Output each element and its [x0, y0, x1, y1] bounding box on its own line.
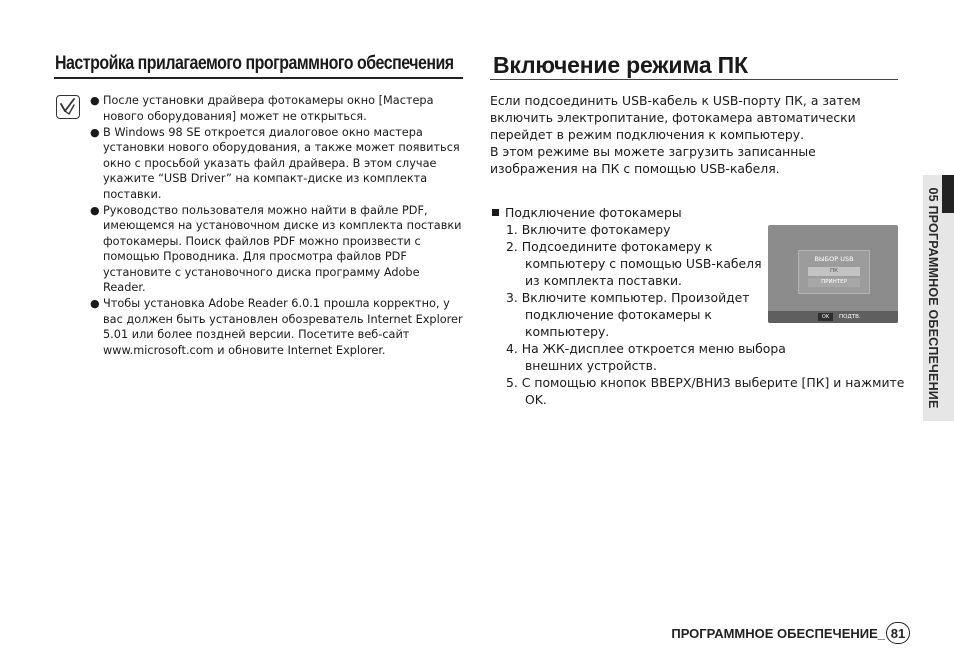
intro-paragraph: В этом режиме вы можете загрузить записанные изображения на ПК с помощью USB-кабеля. [490, 144, 816, 176]
usb-menu-title: ВЫБОР USB [814, 255, 854, 263]
footer-section-label: ПРОГРАММНОЕ ОБЕСПЕЧЕНИЕ_ [671, 625, 885, 641]
bullet-dot: ● [90, 94, 100, 107]
usb-option-pc: ПК [808, 267, 860, 276]
note-block [54, 93, 463, 358]
ok-key-icon: OK [818, 313, 833, 321]
step-item: 2. Подсоедините фотокамеру к компьютеру с помощью USB-кабеля из комплекта поставки. [506, 239, 762, 288]
step-item: 1. Включите фотокамеру [506, 222, 671, 237]
lcd-bottom-bar [768, 311, 898, 323]
camera-lcd-screen [768, 225, 898, 323]
page-footer [671, 621, 910, 645]
chapter-tab-label: 05 ПРОГРАММНОЕ ОБЕСПЕЧЕНИЕ [926, 187, 940, 409]
bullet-dot: ● [90, 297, 100, 310]
list-item [90, 125, 463, 203]
left-title-rule [54, 77, 463, 79]
chapter-tab-marker [942, 175, 954, 213]
left-section-title: Настройка прилагаемого программного обеспечения [55, 53, 454, 74]
step-item: 3. Включите компьютер. Произойдет подключение фотокамеры к компьютеру. [506, 290, 750, 339]
steps-heading [492, 204, 898, 221]
usb-option-printer: ПРИНТЕР [808, 278, 860, 287]
bullet-dot: ● [90, 125, 100, 139]
note-pencil-icon [56, 95, 80, 119]
square-bullet-icon [492, 209, 499, 216]
list-item-text: После установки драйвера фотокамеры окно [Мастера нового оборудования] может не открыться. [103, 94, 434, 123]
page-number: 81 [886, 622, 910, 644]
intro-paragraph: Если подсоединить USB-кабель к USB-порту ПК, а затем включить электропитание, фотокамера автоматически перейдет в режим подключения к компьютеру. [490, 93, 861, 142]
list-item [90, 296, 463, 358]
list-item-text: Руководство пользователя можно найти в файле PDF, имеющемся на установочном диске из комплекта поставки фотокамеры. Поиск файлов PDF можно произвести с помощью Проводника. Для просмотра файлов PDF установите с установочного диска программу Adobe Reader. [103, 203, 462, 294]
right-title-rule [490, 79, 898, 80]
list-item-text: В Windows 98 SE откроется диалоговое окно мастера установки нового оборудования, а также может появиться окно с просьбой указать файл драйвера. В этом случае укажите “USB Driver” на компакт-диске из комплекта поставки. [103, 125, 460, 201]
bullet-dot: ● [90, 203, 100, 217]
left-section [54, 52, 463, 359]
right-section-title: Включение режима ПК [493, 52, 748, 78]
confirm-label: ПОДТВ. [839, 314, 861, 320]
step-item: 4. На ЖК-дисплее откроется меню выбора внешних устройств. [506, 341, 786, 373]
steps-heading-text: Подключение фотокамеры [505, 205, 682, 220]
step-item: 5. С помощью кнопок ВВЕРХ/ВНИЗ выберите [ПК] и нажмите OK. [506, 375, 905, 407]
usb-select-menu [798, 250, 870, 294]
intro-text [490, 92, 898, 177]
note-bullet-list [90, 93, 463, 358]
list-item [90, 203, 463, 296]
list-item-text: Чтобы установка Adobe Reader 6.0.1 прошла корректно, у вас должен быть установлен обозреватель Internet Explorer 5.01 или более поздней версии. Посетите веб-сайт www.microsoft.com и обновите Internet Explorer. [103, 297, 463, 357]
list-item [90, 93, 463, 124]
